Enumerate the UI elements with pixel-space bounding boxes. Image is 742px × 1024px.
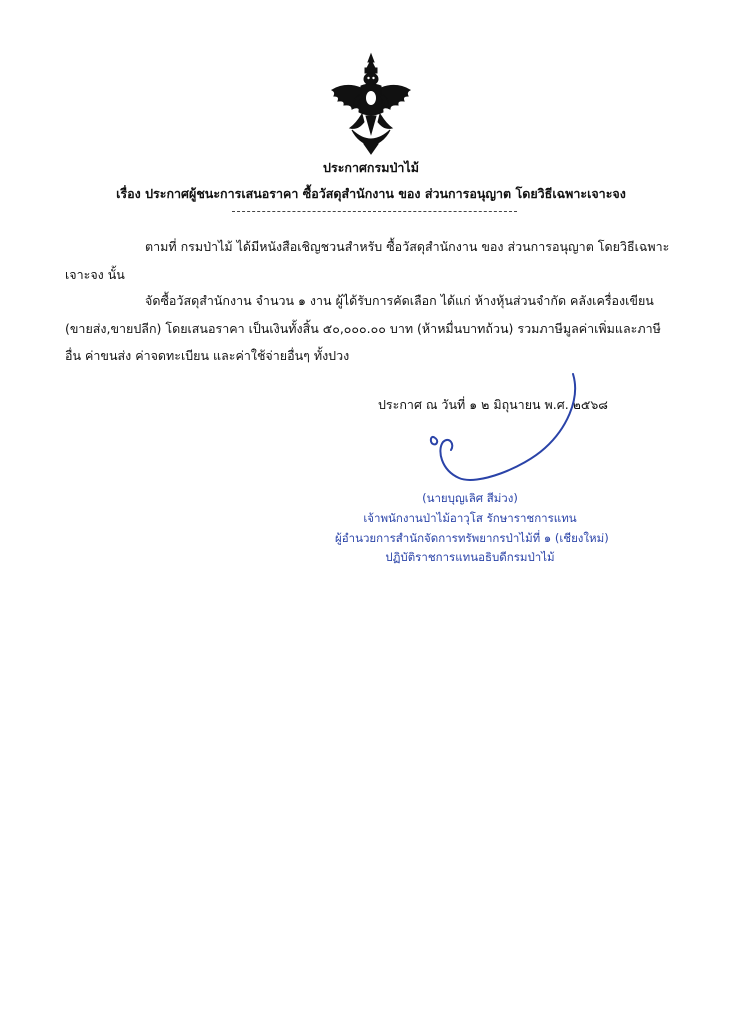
paragraph-2-text: จัดซื้อวัสดุสำนักงาน จำนวน ๑ งาน ผู้ได้รับการคัดเลือก ได้แก่ ห้างหุ้นส่วนจำกัด คลังเครื่องเขียน (ขายส่ง,ขายปลีก) โดยเสนอราคา เป็นเงินทั้งสิ้น ๕๐,๐๐๐.๐๐ บาท (ห้าหมื่นบาทถ้วน) รวมภาษีมูลค่าเพิ่มและภาษีอื่น ค่าขนส่ง ค่าจดทะเบียน และค่าใช้จ่ายอื่นๆ ทั้งปวง [65, 293, 661, 363]
document-subject: เรื่อง ประกาศผู้ชนะการเสนอราคา ซื้อวัสดุสำนักงาน ของ ส่วนการอนุญาต โดยวิธีเฉพาะเจาะจง [116, 186, 626, 201]
paragraph-1-text: ตามที่ กรมป่าไม้ ได้มีหนังสือเชิญชวนสำหรับ ซื้อวัสดุสำนักงาน ของ ส่วนการอนุญาต โดยวิธีเฉพาะเจาะจง นั้น [65, 239, 670, 282]
body-paragraph-1 [65, 233, 675, 288]
signer-position-2: ผู้อำนวยการสำนักจัดการทรัพยากรป่าไม้ที่ ๑ (เชียงใหม่) [335, 531, 609, 545]
signer-position-1: เจ้าพนักงานป่าไม้อาวุโส รักษาราชการแทน [363, 511, 577, 525]
title-divider [232, 211, 517, 212]
handwritten-signature [395, 370, 595, 495]
signer-position-3: ปฏิบัติราชการแทนอธิบดีกรมป่าไม้ [385, 550, 555, 564]
announcement-date: ประกาศ ณ วันที่ ๑ ๒ มิถุนายน พ.ศ. ๒๕๖๘ [378, 397, 608, 412]
document-title: ประกาศกรมป่าไม้ [323, 160, 419, 175]
body-paragraph-2 [65, 287, 675, 370]
garuda-emblem [328, 52, 414, 156]
signer-name: (นายบุญเลิศ สีม่วง) [422, 491, 518, 505]
